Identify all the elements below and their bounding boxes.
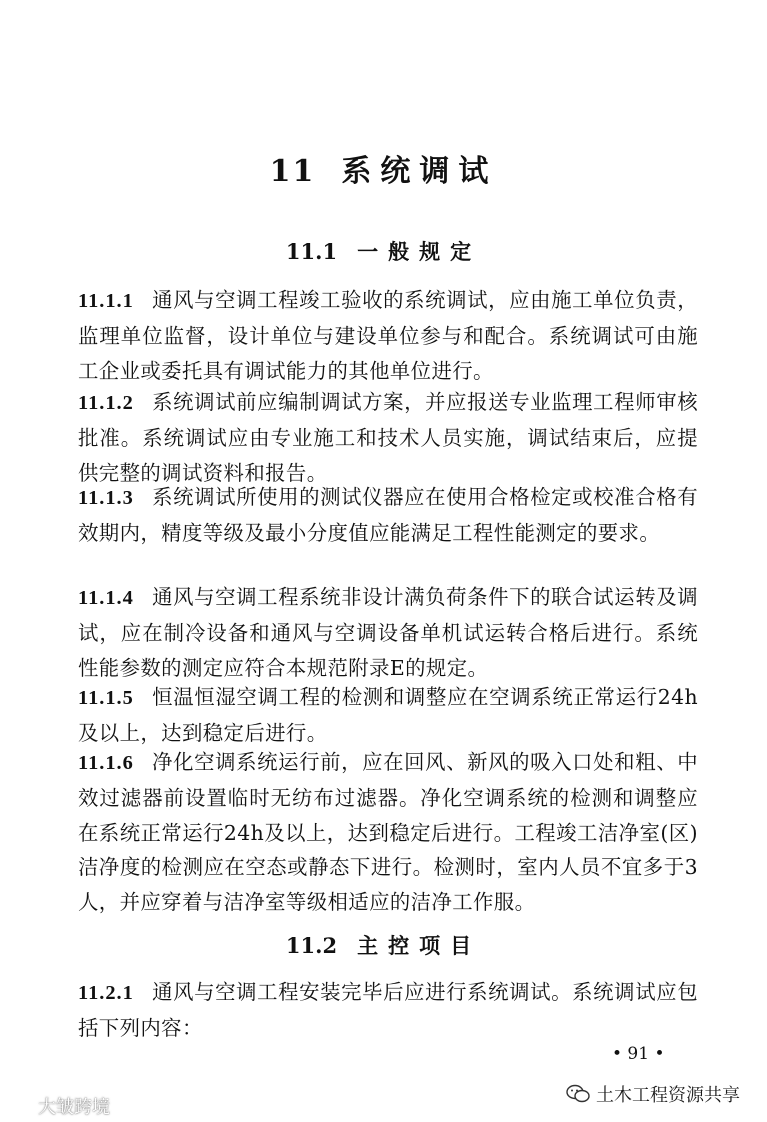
clause <box>78 480 698 551</box>
section-name: 主控项目 <box>357 933 482 958</box>
clause <box>78 680 698 751</box>
clause-number: 11.1.5 <box>78 687 134 709</box>
section-name: 一般规定 <box>357 239 482 264</box>
clause-number: 11.1.6 <box>78 752 134 774</box>
clause-number: 11.1.1 <box>78 290 134 312</box>
watermark-source <box>4 1093 110 1119</box>
clause-text: 系统调试前应编制调试方案，并应报送专业监理工程师审核批准。系统调试应由专业施工和技术人员实施，调试结束后，应提供完整的调试资料和报告。 <box>78 390 698 485</box>
clause <box>78 975 698 1046</box>
chapter-number: 11 <box>269 154 316 189</box>
clause <box>78 580 698 685</box>
clause-number: 11.1.4 <box>78 587 134 609</box>
clause-number: 11.1.2 <box>78 392 134 414</box>
page-number: • 91 • <box>612 1044 665 1064</box>
clause-text: 净化空调系统运行前，应在回风、新风的吸入口处和粗、中效过滤器前设置临时无纺布过滤器。净化空调系统的检测和调整应在系统正常运行24h及以上，达到稳定后进行。工程竣工洁净室(区)洁净度的检测应在空态或静态下进行。检测时，室内人员不宜多于3人，并应穿着与洁净室等级相适应的洁净工作服。 <box>78 750 698 915</box>
clause-text: 恒温恒湿空调工程的检测和调整应在空调系统正常运行24h及以上，达到稳定后进行。 <box>78 685 698 745</box>
section-heading <box>0 930 767 960</box>
section-heading <box>0 236 767 266</box>
clause <box>78 385 698 490</box>
section-number: 11.1 <box>285 239 338 264</box>
clause-text: 系统调试所使用的测试仪器应在使用合格检定或校准合格有效期内，精度等级及最小分度值应能满足工程性能测定的要求。 <box>78 485 698 545</box>
section-number: 11.2 <box>285 933 338 958</box>
clause-text: 通风与空调工程系统非设计满负荷条件下的联合试运转及调试，应在制冷设备和通风与空调设备单机试运转合格后进行。系统性能参数的测定应符合本规范附录E的规定。 <box>78 585 698 680</box>
chapter-name: 系统调试 <box>341 154 498 189</box>
watermark-account <box>566 1081 740 1107</box>
clause <box>78 283 698 388</box>
clause-text: 通风与空调工程竣工验收的系统调试，应由施工单位负责，监理单位监督，设计单位与建设单位参与和配合。系统调试可由施工企业或委托具有调试能力的其他单位进行。 <box>78 288 698 383</box>
source-logo-icon <box>4 1096 34 1116</box>
chapter-title <box>0 146 767 190</box>
watermark-account-text: 土木工程资源共享 <box>596 1085 740 1106</box>
watermark-source-text: 大皱跨境 <box>38 1097 110 1118</box>
clause-text: 通风与空调工程安装完毕后应进行系统调试。系统调试应包括下列内容： <box>78 980 698 1040</box>
clause-number: 11.1.3 <box>78 487 134 509</box>
clause <box>78 745 698 920</box>
wechat-icon <box>566 1084 590 1104</box>
clause-number: 11.2.1 <box>78 982 134 1004</box>
